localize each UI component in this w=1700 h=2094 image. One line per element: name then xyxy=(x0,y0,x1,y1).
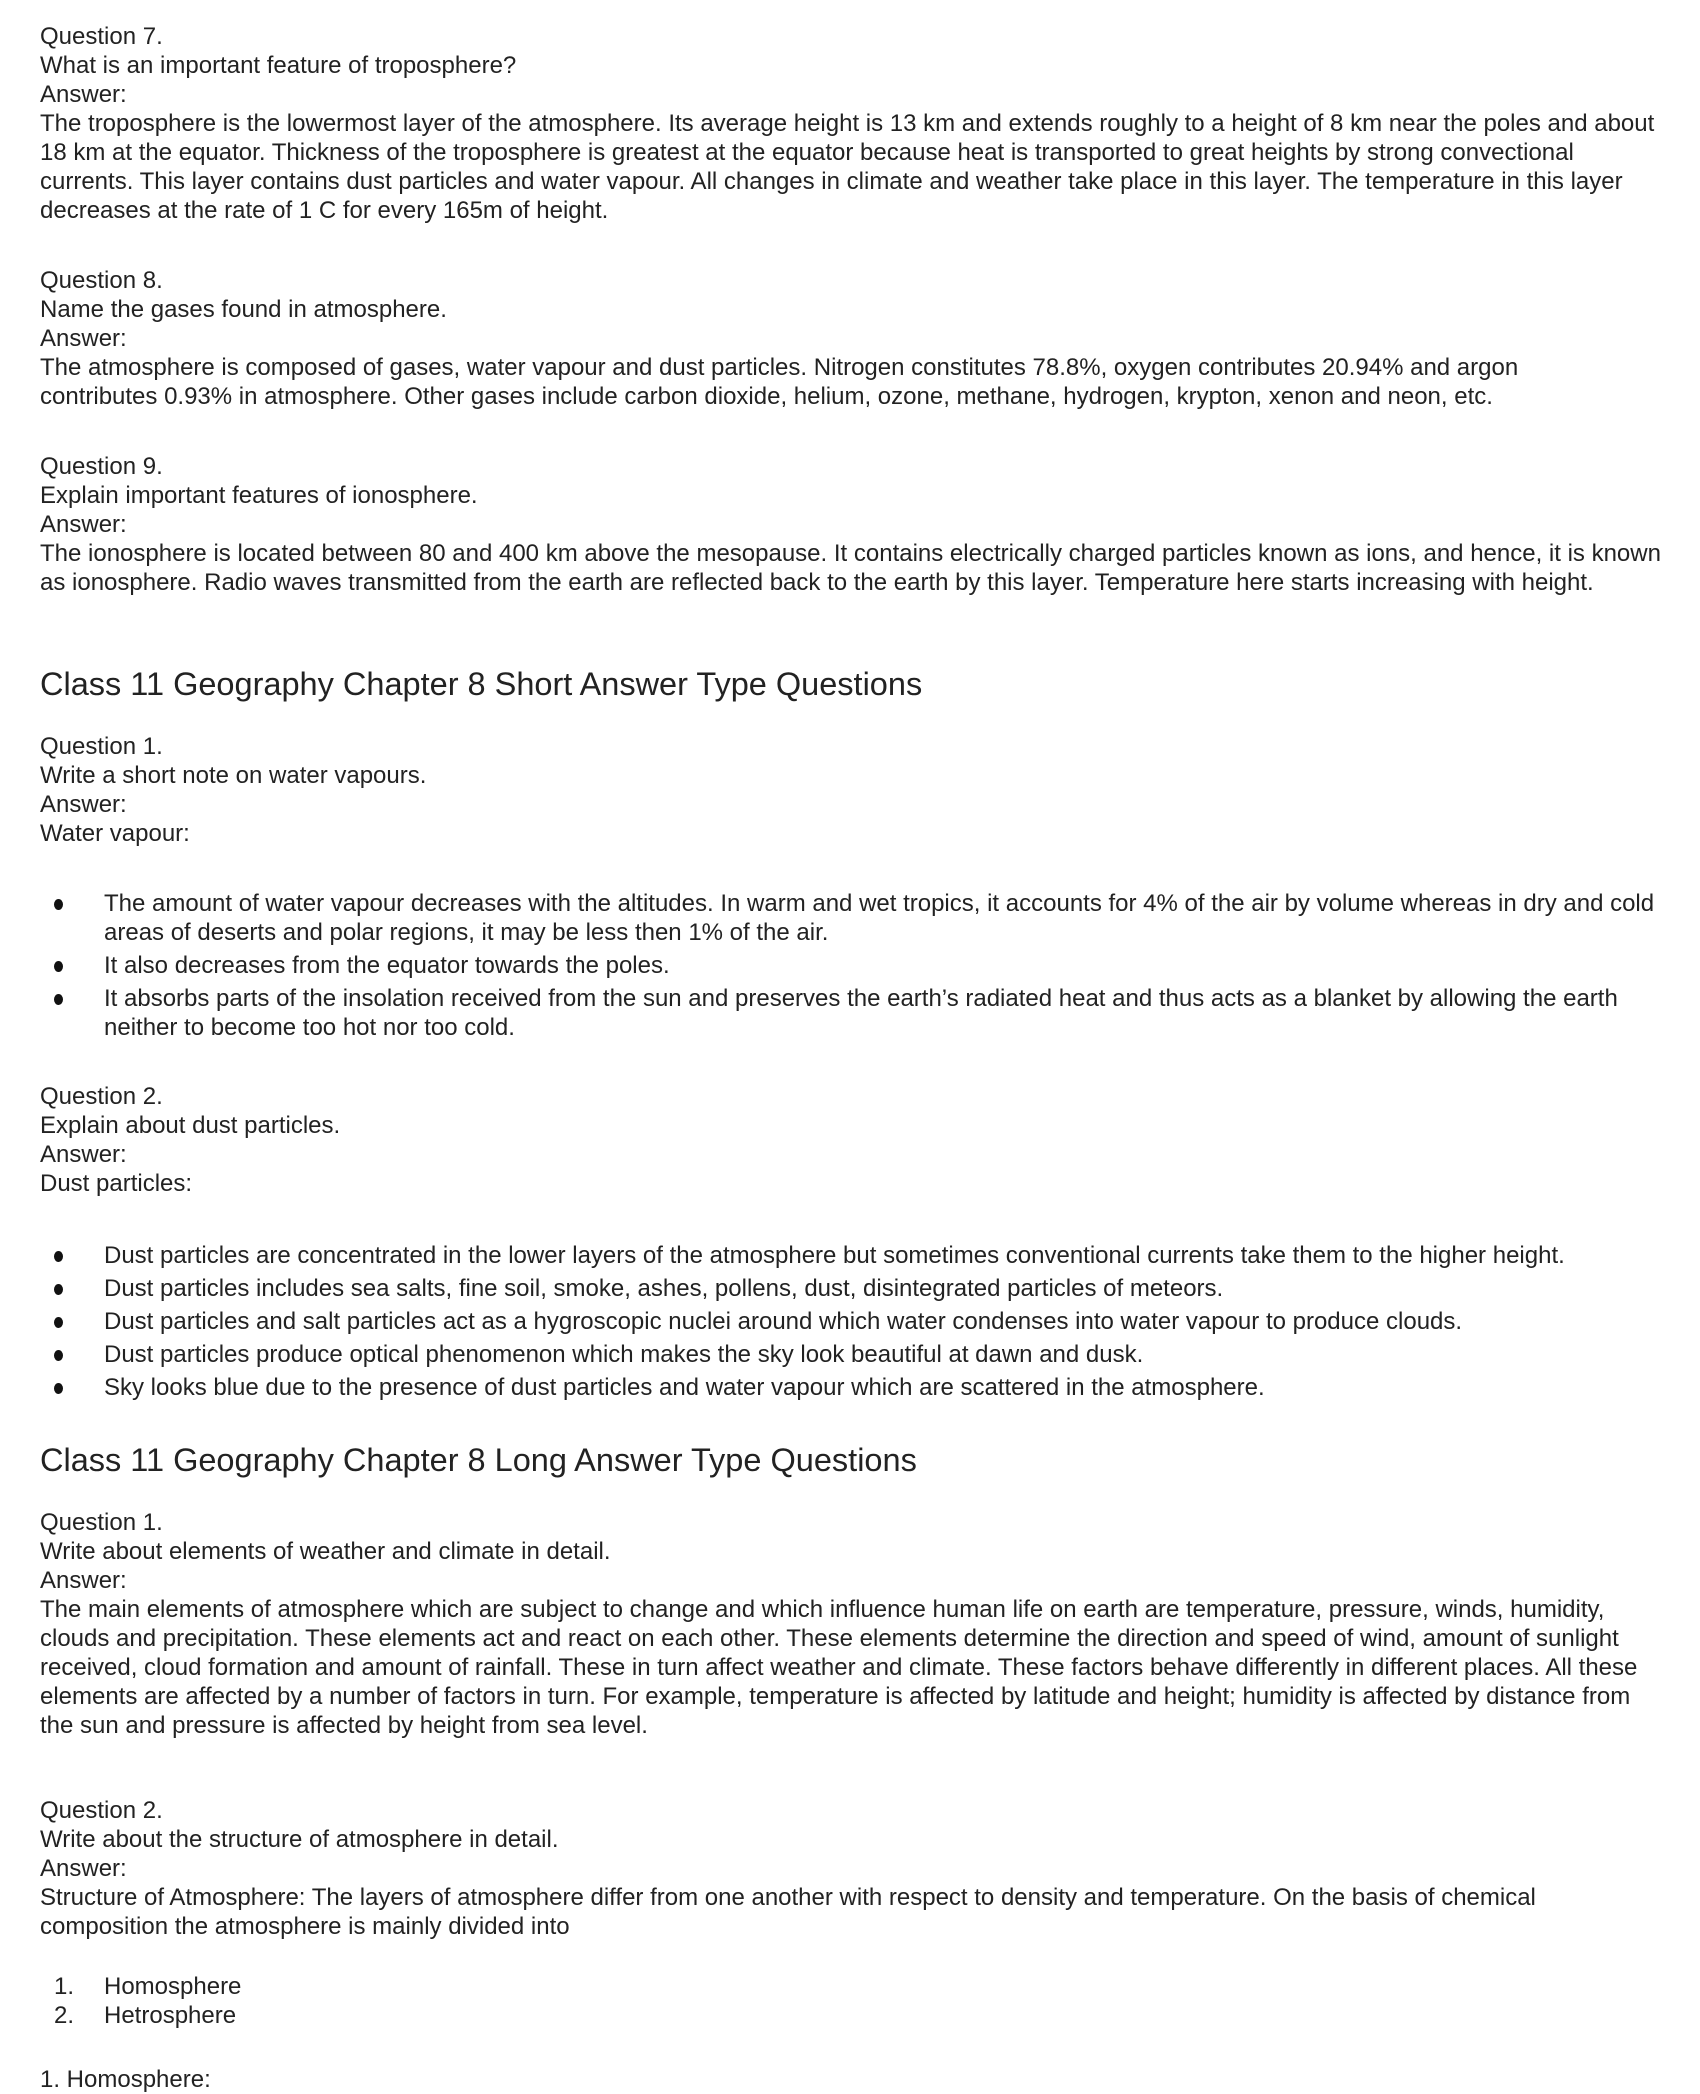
subheading-homosphere: 1. Homosphere: xyxy=(40,2066,211,2093)
question-label: Question 7. xyxy=(40,23,163,50)
list-item-text: Hetrosphere xyxy=(104,2002,237,2029)
list-number: 1. xyxy=(54,1973,75,2000)
question-label: Question 2. xyxy=(40,1083,163,1110)
answer-text: The troposphere is the lowermost layer of the atmosphere. Its average height is 13 km and extends roughly to a height of 8 km near the poles and about 18 km at the equator. Thickness of the troposphere is greatest at the equator because heat is transported to great heights by strong convectional currents. This layer contains dust particles and water vapour. All changes in climate and weather take place in this layer. The temperature in this layer decreases at the rate of 1 C for every 165m of height. xyxy=(40,110,1655,224)
answer-label: Answer: xyxy=(40,1567,127,1594)
bullet-icon xyxy=(54,961,63,972)
list-item-text: It absorbs parts of the insolation received from the sun and preserves the earth’s radiated heat and thus acts as a blanket by allowing the earth neither to become too hot nor too cold. xyxy=(104,985,1618,1041)
section-heading-long: Class 11 Geography Chapter 8 Long Answer Type Questions xyxy=(40,1442,917,1478)
list-item xyxy=(40,984,1670,1042)
question-block-9 xyxy=(40,452,1680,597)
list-item xyxy=(40,1373,1670,1402)
question-text: Write a short note on water vapours. xyxy=(40,762,427,789)
list-number: 2. xyxy=(54,2002,75,2029)
question-text: What is an important feature of troposphere? xyxy=(40,52,517,79)
dust-particles-list xyxy=(40,1241,1670,1406)
list-item xyxy=(40,889,1670,947)
bullet-icon xyxy=(54,994,63,1005)
long-question-block-1 xyxy=(40,1508,1665,1740)
list-item-text: Homosphere xyxy=(104,1973,242,2000)
bullet-icon xyxy=(54,1284,63,1295)
bullet-icon xyxy=(54,1251,63,1262)
answer-label: Answer: xyxy=(40,511,127,538)
bullet-icon xyxy=(54,1350,63,1361)
question-text: Explain important features of ionosphere. xyxy=(40,482,478,509)
bullet-icon xyxy=(54,1317,63,1328)
short-question-block-2 xyxy=(40,1082,340,1198)
answer-label: Answer: xyxy=(40,1141,127,1168)
question-label: Question 2. xyxy=(40,1797,163,1824)
answer-label: Answer: xyxy=(40,325,127,352)
answer-text: The main elements of atmosphere which are subject to change and which influence human life on earth are temperature, pressure, winds, humidity, clouds and precipitation. These elements act and react on each other. These elements determine the direction and speed of wind, amount of sunlight received, cloud formation and amount of rainfall. These in turn affect weather and climate. These factors behave differently in different places. All these elements are affected by a number of factors in turn. For example, temperature is affected by latitude and height; humidity is affected by distance from the sun and pressure is affected by height from sea level. xyxy=(40,1596,1638,1739)
list-item-text: It also decreases from the equator towards the poles. xyxy=(104,952,670,979)
answer-intro: Dust particles: xyxy=(40,1170,193,1197)
list-item-text: Dust particles includes sea salts, fine soil, smoke, ashes, pollens, dust, disintegrated particles of meteors. xyxy=(104,1275,1224,1302)
answer-text: The ionosphere is located between 80 and 400 km above the mesopause. It contains electrically charged particles known as ions, and hence, it is known as ionosphere. Radio waves transmitted from the earth are reflected back to the earth by this layer. Temperature here starts increasing with height. xyxy=(40,540,1661,596)
question-block-7 xyxy=(40,22,1660,225)
question-text: Write about the structure of atmosphere in detail. xyxy=(40,1826,559,1853)
answer-label: Answer: xyxy=(40,791,127,818)
list-item xyxy=(40,2001,1670,2030)
answer-text: The atmosphere is composed of gases, water vapour and dust particles. Nitrogen constitutes 78.8%, oxygen contributes 20.94% and argon contributes 0.93% in atmosphere. Other gases include carbon dioxide, helium, ozone, methane, hydrogen, krypton, xenon and neon, etc. xyxy=(40,354,1519,410)
list-item xyxy=(40,1307,1670,1336)
list-item xyxy=(40,1972,1670,2001)
water-vapour-list xyxy=(40,889,1670,1046)
list-item xyxy=(40,1340,1670,1369)
question-label: Question 9. xyxy=(40,453,163,480)
list-item-text: The amount of water vapour decreases with the altitudes. In warm and wet tropics, it accounts for 4% of the air by volume whereas in dry and cold areas of deserts and polar regions, it may be less then 1% of the air. xyxy=(104,890,1655,946)
list-item-text: Dust particles produce optical phenomenon which makes the sky look beautiful at dawn and dusk. xyxy=(104,1341,1144,1368)
answer-label: Answer: xyxy=(40,1855,127,1882)
question-text: Explain about dust particles. xyxy=(40,1112,341,1139)
section-heading-short: Class 11 Geography Chapter 8 Short Answer Type Questions xyxy=(40,666,923,702)
question-label: Question 1. xyxy=(40,733,163,760)
short-question-block-1 xyxy=(40,732,426,848)
answer-label: Answer: xyxy=(40,81,127,108)
bullet-icon xyxy=(54,899,63,910)
list-item xyxy=(40,1241,1670,1270)
question-block-8 xyxy=(40,266,1610,411)
list-item-text: Dust particles are concentrated in the lower layers of the atmosphere but sometimes conventional currents take them to the higher height. xyxy=(104,1242,1565,1269)
list-item-text: Sky looks blue due to the presence of dust particles and water vapour which are scattered in the atmosphere. xyxy=(104,1374,1265,1401)
list-item xyxy=(40,1274,1670,1303)
long-question-block-2 xyxy=(40,1796,1640,1941)
question-label: Question 8. xyxy=(40,267,163,294)
list-item-text: Dust particles and salt particles act as a hygroscopic nuclei around which water condenses into water vapour to produce clouds. xyxy=(104,1308,1463,1335)
question-text: Write about elements of weather and climate in detail. xyxy=(40,1538,611,1565)
bullet-icon xyxy=(54,1383,63,1394)
answer-intro: Water vapour: xyxy=(40,820,190,847)
question-label: Question 1. xyxy=(40,1509,163,1536)
question-text: Name the gases found in atmosphere. xyxy=(40,296,447,323)
answer-text: Structure of Atmosphere: The layers of atmosphere differ from one another with respect to density and temperature. On the basis of chemical composition the atmosphere is mainly divided into xyxy=(40,1884,1536,1940)
atmosphere-division-list xyxy=(40,1972,1670,2030)
list-item xyxy=(40,951,1670,980)
